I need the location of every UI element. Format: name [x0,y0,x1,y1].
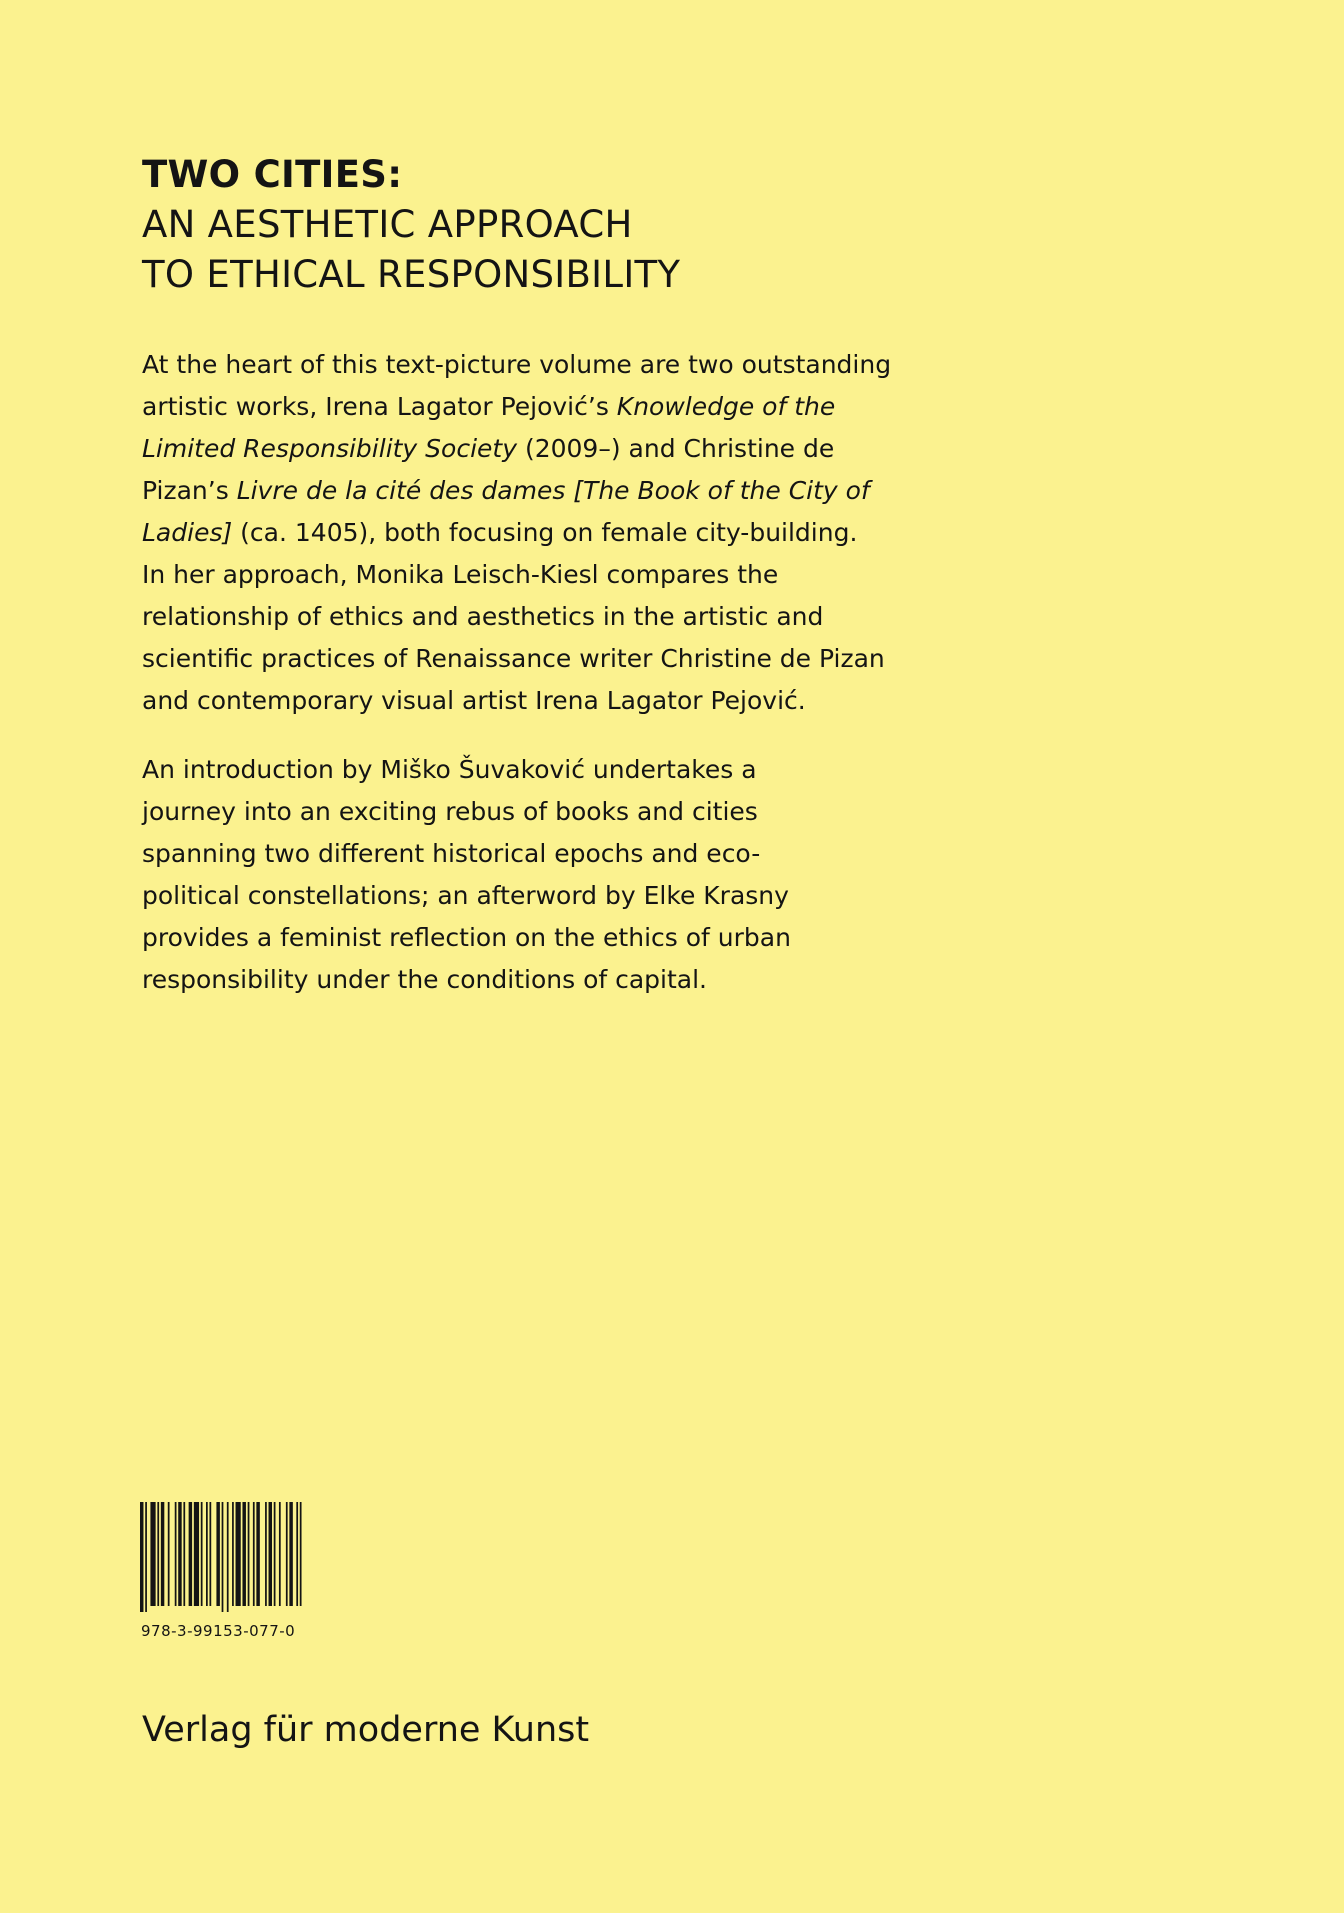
text-line [142,428,942,470]
barcode-bar [296,1502,298,1606]
text-line [142,512,942,554]
barcode-bar [222,1502,224,1612]
barcode-bar [236,1502,241,1606]
barcode-bar [253,1502,255,1606]
barcode-bar [209,1502,211,1606]
text-line: provides a feminist reflection on the ethics of urban [142,923,791,952]
barcode-bar [161,1502,164,1606]
barcode-bar [256,1502,259,1606]
publisher-name: Verlag für moderne Kunst [142,1710,590,1750]
isbn-number: 978-3-99153-077-0 [141,1622,296,1640]
isbn-barcode-icon [140,1502,305,1612]
text-run: (ca. 1405), both focusing on female city-building. [232,518,858,547]
barcode-bar [269,1502,272,1606]
text-line: spanning two different historical epochs and eco- [142,839,761,868]
barcode-bar [232,1502,234,1606]
barcode-bar [175,1502,177,1606]
text-line: In her approach, Monika Leisch-Kiesl compares the [142,560,779,589]
work-title-italic: Limited Responsibility Society [142,434,518,463]
work-title-italic: Livre de la cité des dames [The Book of the City of [236,476,870,505]
text-line: At the heart of this text-picture volume are two outstanding [142,350,892,379]
text-line [142,386,942,428]
barcode-bar [289,1502,292,1606]
description-paragraph-2 [142,749,942,1001]
text-run: Pizan’s [142,476,237,505]
barcode-bar [178,1502,181,1606]
barcode-bar [227,1502,229,1612]
title-line-3: TO ETHICAL RESPONSIBILITY [142,253,681,296]
barcode-bar [279,1502,281,1606]
text-run: artistic works, Irena Lagator Pejović’s [142,392,617,421]
barcode-bar [201,1502,203,1606]
barcode-bar [242,1502,245,1606]
barcode-bar [216,1502,219,1606]
title-line-2: AN AESTHETIC APPROACH [142,203,633,246]
barcode-bar [168,1502,170,1606]
text-line: scientific practices of Renaissance writer Christine de Pizan [142,644,885,673]
work-title-italic: Knowledge of the [616,392,836,421]
barcode-bar [189,1502,192,1606]
text-run: (2009–) and Christine de [517,434,835,463]
barcode-bar [300,1502,302,1606]
description-paragraph-1 [142,344,942,722]
barcode-bar [265,1502,267,1606]
text-line: An introduction by Miško Šuvaković undertakes a [142,755,757,784]
text-line: journey into an exciting rebus of books and cities [142,797,758,826]
barcode-bar [145,1502,147,1612]
title-block [142,150,1042,300]
text-line: relationship of ethics and aesthetics in the artistic and [142,602,824,631]
text-line: political constellations; an afterword by Elke Krasny [142,881,789,910]
barcode-bar [274,1502,276,1606]
barcode-bar [248,1502,250,1606]
barcode-bar [183,1502,185,1606]
text-line: and contemporary visual artist Irena Lagator Pejović. [142,686,806,715]
text-line [142,470,942,512]
barcode-bar [286,1502,288,1606]
title-line-1: TWO CITIES: [142,153,403,196]
barcode-bar [140,1502,143,1612]
barcode-bar [194,1502,199,1606]
work-title-italic: Ladies] [142,518,233,547]
barcode-bar [206,1502,208,1606]
text-line: responsibility under the conditions of capital. [142,965,708,994]
barcode-bar [157,1502,159,1606]
barcode-bar [150,1502,155,1606]
